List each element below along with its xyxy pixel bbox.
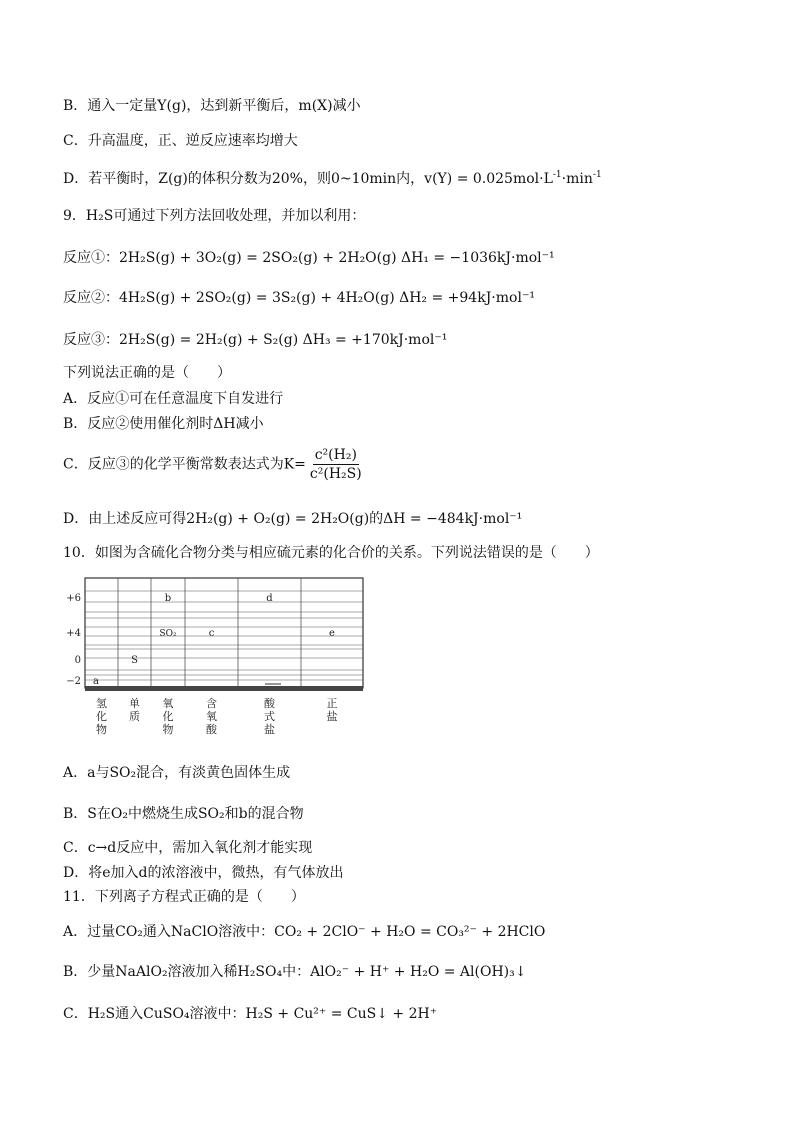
q9-option-d: D．由上述反应可得2H₂(g) + O₂(g) = 2H₂O(g)的ΔH = −484kJ·mol⁻¹: [63, 511, 523, 527]
q8-option-d: [63, 165, 602, 189]
equilibrium-constant-fraction: [308, 446, 364, 483]
q11-option-a: A．过量CO₂通入NaClO溶液中：CO₂ + 2ClO⁻ + H₂O = CO₃²⁻ + 2HClO: [63, 924, 546, 940]
valence-tick-label: +6: [66, 593, 81, 604]
q11-stem: 11．下列离子方程式正确的是（ ）: [63, 889, 305, 905]
q8-option-d-main: D．若平衡时，Z(g)的体积分数为20%，则0~10min内，v(Y) = 0.025mol·L: [63, 171, 553, 187]
compound-label-S: S: [131, 655, 138, 666]
compound-label-a: a: [93, 676, 99, 687]
category-label: 氢化物: [96, 697, 107, 736]
category-label: 含氧酸: [206, 697, 217, 736]
compound-label-SO₂: SO₂: [159, 629, 177, 639]
q11-option-c: C．H₂S通入CuSO₄溶液中：H₂S + Cu²⁺ = CuS↓ + 2H⁺: [63, 1006, 438, 1022]
category-label: 氧化物: [162, 697, 174, 736]
q9-option-a: A．反应①可在任意温度下自发进行: [63, 391, 284, 407]
q11-option-b: B．少量NaAlO₂溶液加入稀H₂SO₄中：AlO₂⁻ + H⁺ + H₂O = Al(OH)₃↓: [63, 964, 527, 980]
q8-option-d-mid: ·min: [561, 171, 593, 187]
q9-option-c: [63, 446, 364, 483]
q10-stem: 10．如图为含硫化合物分类与相应硫元素的化合价的关系。下列说法错误的是（ ）: [63, 545, 599, 561]
q9-stem: 9．H₂S可通过下列方法回收处理，并加以利用：: [63, 208, 366, 224]
q10-option-a: A．a与SO₂混合，有淡黄色固体生成: [63, 765, 291, 781]
diagram-frame: [85, 578, 363, 688]
q10-option-c: C．c→d反应中，需加入氧化剂才能实现: [63, 840, 313, 856]
q9-option-b: B．反应②使用催化剂时ΔH减小: [63, 416, 264, 432]
category-label: 单质: [129, 697, 140, 723]
valence-tick-label: −2: [66, 676, 81, 687]
category-label: 正盐: [326, 697, 338, 723]
category-label: 酸式盐: [264, 697, 275, 736]
valence-tick-label: 0: [74, 655, 81, 666]
q10-option-d: D．将e加入d的浓溶液中，微热，有气体放出: [63, 865, 344, 881]
q9-reaction-1: 反应①：2H₂S(g) + 3O₂(g) = 2SO₂(g) + 2H₂O(g) ΔH₁ = −1036kJ·mol⁻¹: [63, 250, 555, 266]
compound-label-c: c: [208, 628, 215, 639]
q8-option-d-exp2: -1: [592, 170, 602, 180]
q9-option-c-text: C．反应③的化学平衡常数表达式为K=: [63, 456, 306, 473]
valence-tick-label: +4: [66, 628, 81, 639]
q8-option-d-exp1: -1: [552, 170, 562, 180]
fraction-numerator: c²(H₂): [314, 447, 357, 463]
fraction-denominator: c²(H₂S): [309, 466, 362, 482]
compound-label-d: d: [266, 593, 273, 604]
diagram-bottom-band: [85, 686, 363, 691]
q9-ask: 下列说法正确的是（ ）: [63, 365, 231, 381]
q8-option-c: C．升高温度，正、逆反应速率均增大: [63, 133, 298, 149]
q10-option-b: B．S在O₂中燃烧生成SO₂和b的混合物: [63, 806, 304, 822]
q8-option-b: B．通入一定量Y(g)，达到新平衡后，m(X)减小: [63, 98, 361, 114]
compound-label-b: b: [164, 593, 172, 604]
compound-label-e: e: [329, 628, 335, 639]
q9-reaction-2: 反应②：4H₂S(g) + 2SO₂(g) = 3S₂(g) + 4H₂O(g) ΔH₂ = +94kJ·mol⁻¹: [63, 290, 535, 306]
sulfur-valence-diagram: [63, 573, 367, 740]
q9-reaction-3: 反应③：2H₂S(g) = 2H₂(g) + S₂(g) ΔH₃ = +170kJ·mol⁻¹: [63, 332, 448, 348]
